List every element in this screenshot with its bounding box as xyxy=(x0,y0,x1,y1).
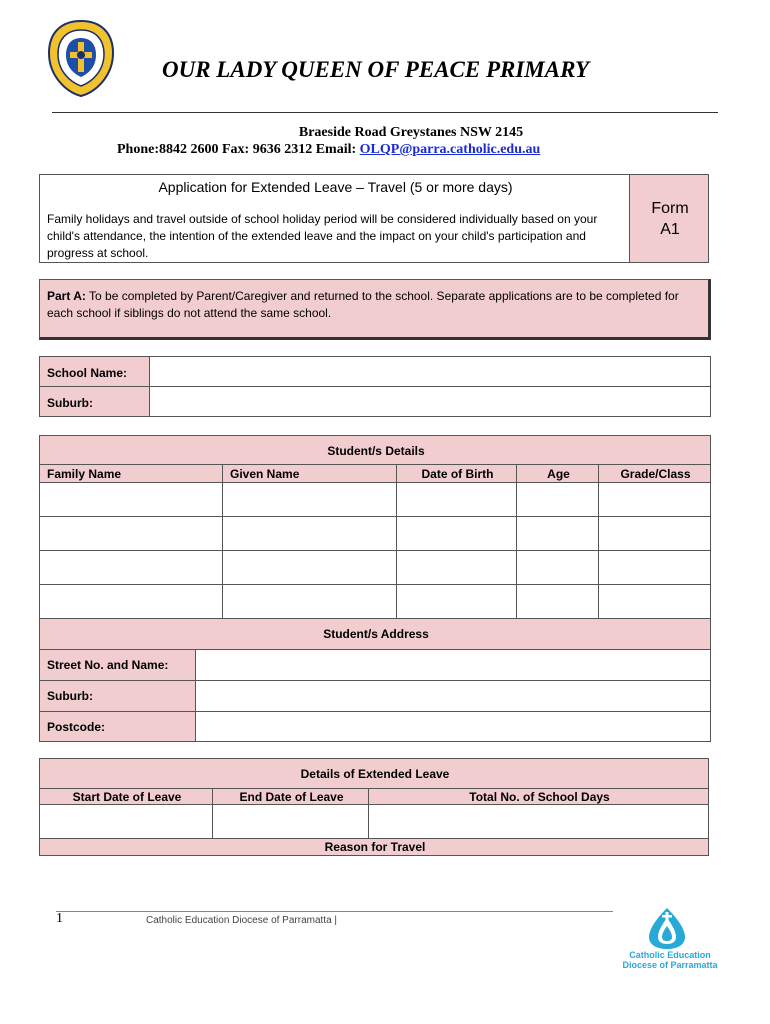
student-row-1-family[interactable] xyxy=(39,482,223,517)
student-row-4-given[interactable] xyxy=(222,584,397,619)
col-grade-class xyxy=(598,464,711,483)
postcode-label: Postcode: xyxy=(47,720,106,734)
col-given-name xyxy=(222,464,397,483)
col-family-name-label: Family Name xyxy=(47,467,122,481)
col-grade-class-label: Grade/Class xyxy=(620,467,691,481)
school-suburb-input[interactable] xyxy=(149,386,711,417)
form-label: Form xyxy=(651,200,689,217)
student-row-1-dob[interactable] xyxy=(396,482,517,517)
school-title: OUR LADY QUEEN OF PEACE PRIMARY xyxy=(162,57,590,82)
student-row-4-family[interactable] xyxy=(39,584,223,619)
student-row-1-age[interactable] xyxy=(516,482,599,517)
address-suburb-label: Suburb: xyxy=(47,689,93,703)
col-total-days xyxy=(368,788,709,805)
form-code: A1 xyxy=(660,221,680,238)
student-row-2-given[interactable] xyxy=(222,516,397,551)
col-total-days-label: Total No. of School Days xyxy=(469,790,610,804)
form-code-box xyxy=(629,174,709,263)
contact-line xyxy=(117,142,540,158)
address-suburb-label-cell xyxy=(39,680,196,712)
part-a-box xyxy=(39,279,711,340)
student-row-4-dob[interactable] xyxy=(396,584,517,619)
logo-line-2: Diocese of Parramatta xyxy=(622,960,718,970)
col-given-name-label: Given Name xyxy=(230,467,300,481)
school-name-label-cell xyxy=(39,356,150,387)
student-row-2-grade[interactable] xyxy=(598,516,711,551)
end-date-input[interactable] xyxy=(212,804,369,839)
address-suburb-input[interactable] xyxy=(195,680,711,712)
school-crest xyxy=(46,18,116,98)
col-family-name xyxy=(39,464,223,483)
start-date-input[interactable] xyxy=(39,804,213,839)
student-row-3-family[interactable] xyxy=(39,550,223,585)
school-name-label: School Name: xyxy=(47,366,128,380)
students-heading-cell xyxy=(39,435,711,465)
school-address: Braeside Road Greystanes NSW 2145 xyxy=(298,125,524,140)
footer-org-text: Catholic Education Diocese of Parramatta | xyxy=(146,915,338,926)
contact-phone-fax: Phone:8842 2600 Fax: 9636 2312 Email: xyxy=(117,142,360,157)
student-row-4-age[interactable] xyxy=(516,584,599,619)
logo-line-1: Catholic Education xyxy=(629,950,711,960)
postcode-label-cell xyxy=(39,711,196,742)
col-end-date-label: End Date of Leave xyxy=(239,790,344,804)
part-a-label: Part A: xyxy=(47,289,86,303)
col-date-of-birth xyxy=(396,464,517,483)
school-suburb-label-cell xyxy=(39,386,150,417)
intro-title: Application for Extended Leave – Travel (5 or more days) xyxy=(158,179,513,195)
page-number: 1 xyxy=(56,911,63,926)
part-a-text xyxy=(47,288,702,322)
school-name-input[interactable] xyxy=(149,356,711,387)
col-start-date-label: Start Date of Leave xyxy=(72,790,182,804)
col-end-date xyxy=(212,788,369,805)
reason-heading: Reason for Travel xyxy=(324,840,426,854)
leave-heading-cell xyxy=(39,758,709,789)
col-age-label: Age xyxy=(547,467,570,481)
students-heading: Student/s Details xyxy=(327,444,425,458)
student-row-2-dob[interactable] xyxy=(396,516,517,551)
part-a-instructions: To be completed by Parent/Caregiver and returned to the school. Separate applications are to be completed for each school if siblings do not attend the same school. xyxy=(47,289,679,320)
student-row-2-family[interactable] xyxy=(39,516,223,551)
student-row-4-grade[interactable] xyxy=(598,584,711,619)
student-row-3-age[interactable] xyxy=(516,550,599,585)
col-date-of-birth-label: Date of Birth xyxy=(421,467,494,481)
postcode-input[interactable] xyxy=(195,711,711,742)
email-link[interactable]: OLQP@parra.catholic.edu.au xyxy=(359,142,541,157)
total-days-input[interactable] xyxy=(368,804,709,839)
school-suburb-label: Suburb: xyxy=(47,396,93,410)
student-row-3-grade[interactable] xyxy=(598,550,711,585)
street-input[interactable] xyxy=(195,649,711,681)
catholic-education-logo-icon xyxy=(645,906,689,950)
student-row-1-grade[interactable] xyxy=(598,482,711,517)
student-row-1-given[interactable] xyxy=(222,482,397,517)
address-heading: Student/s Address xyxy=(323,627,429,641)
student-row-2-age[interactable] xyxy=(516,516,599,551)
student-row-3-given[interactable] xyxy=(222,550,397,585)
street-label: Street No. and Name: xyxy=(47,658,169,672)
reason-heading-cell xyxy=(39,838,709,856)
header-divider xyxy=(52,112,718,113)
leave-heading: Details of Extended Leave xyxy=(300,767,450,781)
col-start-date xyxy=(39,788,213,805)
street-label-cell xyxy=(39,649,196,681)
footer-rule xyxy=(56,911,613,912)
student-row-3-dob[interactable] xyxy=(396,550,517,585)
intro-box xyxy=(39,174,630,263)
intro-body: Family holidays and travel outside of school holiday period will be considered individually based on your child's attendance, the intention of the extended leave and the impact on your child's participation and progress at school. xyxy=(47,212,598,260)
col-age xyxy=(516,464,599,483)
address-heading-cell xyxy=(39,618,711,650)
